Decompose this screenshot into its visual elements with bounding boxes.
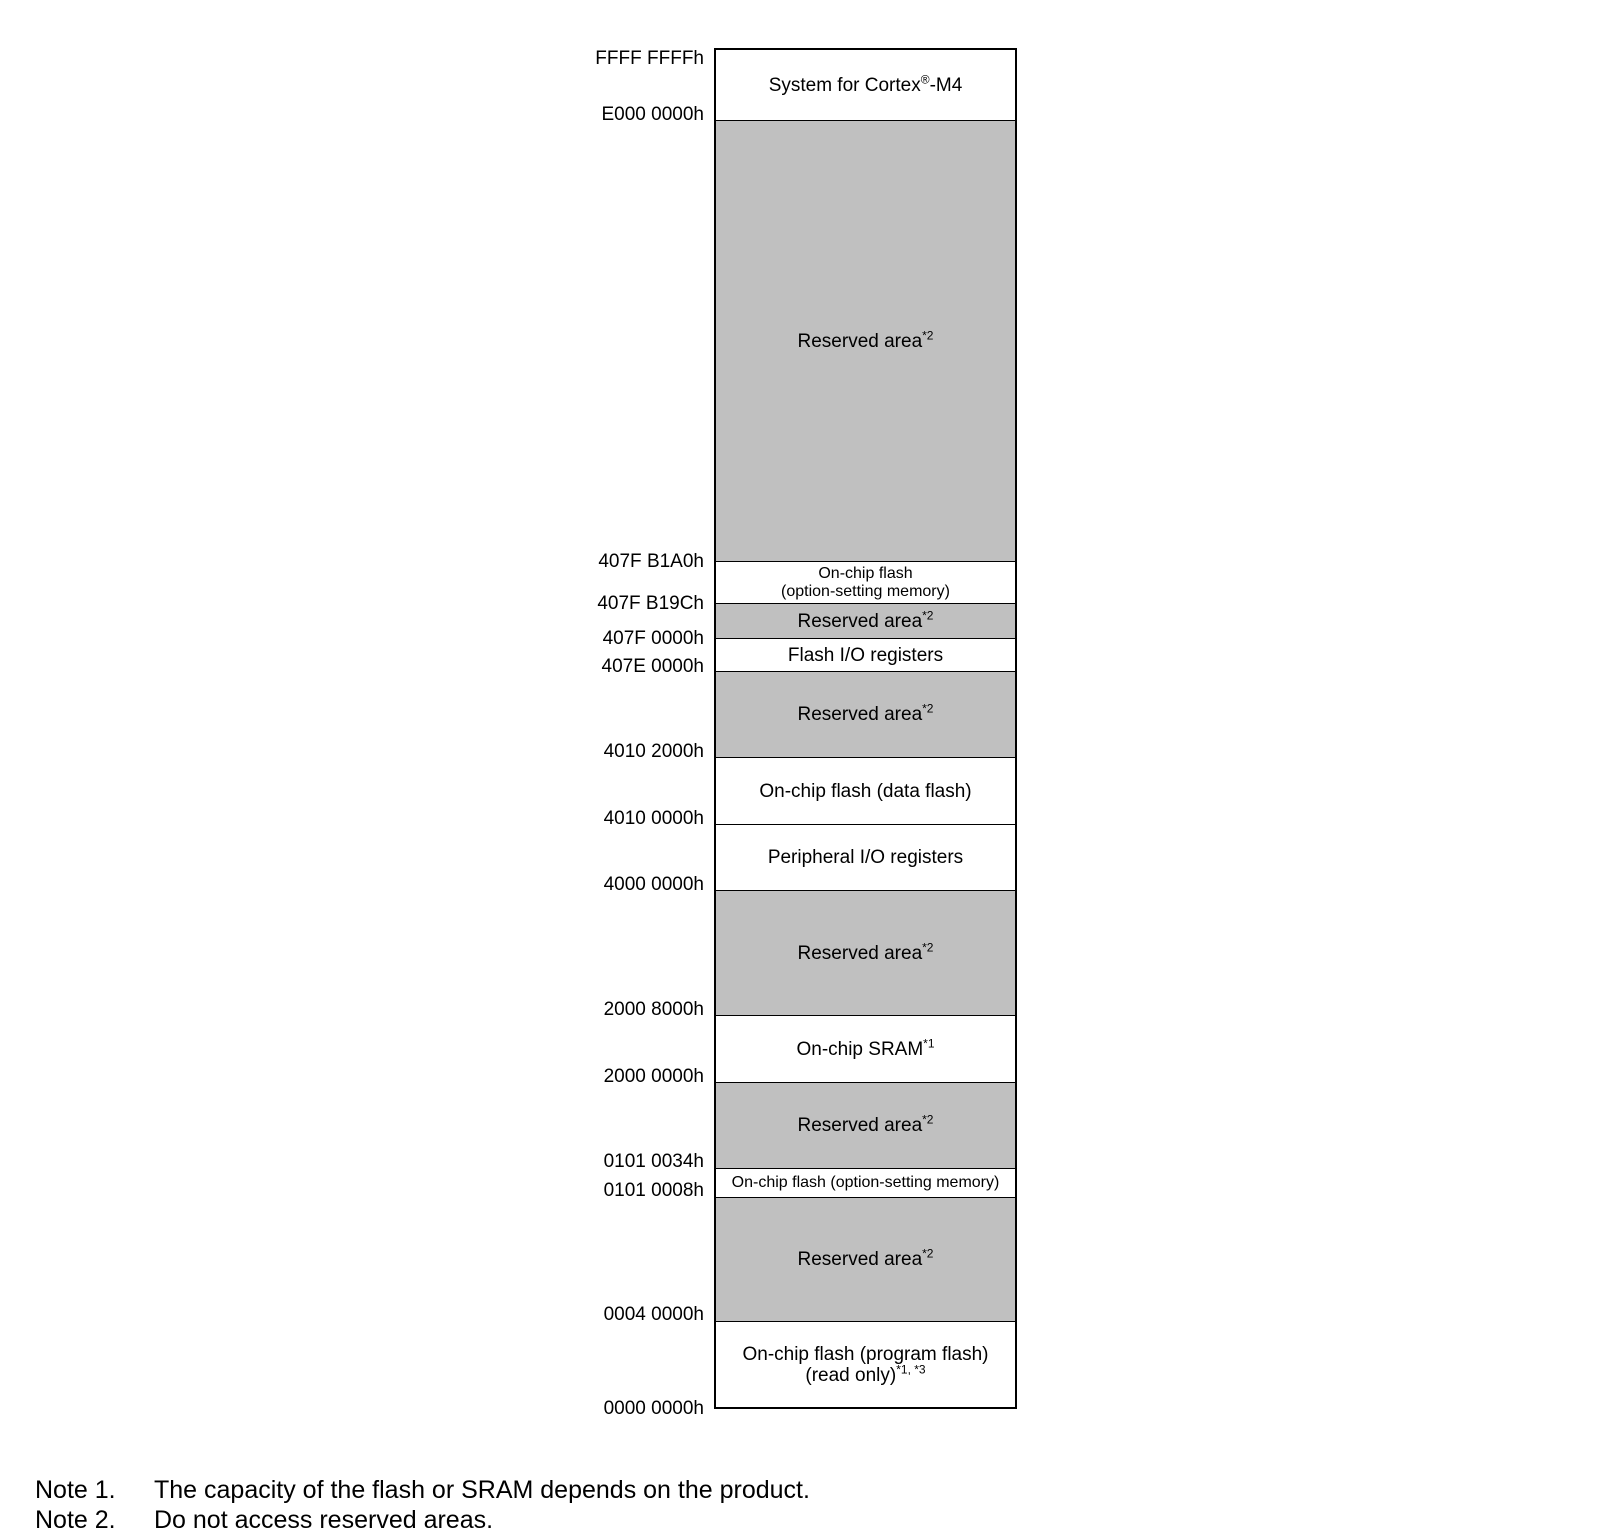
region-onchip-sram: [716, 1015, 1015, 1082]
region-label: On-chip flash (program flash) (read only)$^{*1, *3}$: [742, 1343, 989, 1386]
region-reserved-area: [716, 1082, 1015, 1168]
address-label: 4000 0000h: [603, 874, 704, 895]
region-option-setting-memory: [716, 1168, 1015, 1197]
memory-map: [714, 48, 1017, 1409]
address-label: E000 0000h: [601, 104, 704, 125]
region-reserved-area: [716, 603, 1015, 638]
address-label: FFFF FFFFh: [595, 48, 704, 69]
note-text: The capacity of the flash or SRAM depends on the product.: [154, 1476, 810, 1504]
region-label: On-chip flash (data flash): [759, 780, 972, 802]
address-label: 0004 0000h: [603, 1304, 704, 1325]
region-system-cortex-m4: [716, 50, 1015, 120]
region-label: Reserved area$^{*2}$: [797, 608, 934, 632]
region-label: Reserved area$^{*2}$: [797, 328, 934, 352]
region-label: Flash I/O registers: [787, 644, 944, 666]
address-label: 2000 0000h: [603, 1066, 704, 1087]
region-label: On-chip SRAM$^{*1}$: [796, 1036, 935, 1060]
region-label: Peripheral I/O registers: [767, 847, 964, 868]
region-reserved-area: [716, 120, 1015, 561]
address-label: 4010 0000h: [603, 808, 704, 829]
address-label: 407F 0000h: [602, 628, 704, 649]
note-number: Note 2.: [35, 1506, 116, 1534]
region-label: System for Cortex®-M4: [768, 72, 963, 96]
region-label: On-chip flash (option-setting memory): [731, 1174, 1000, 1191]
note-2: [35, 1505, 493, 1535]
region-reserved-area: [716, 890, 1015, 1015]
address-label: 407F B1A0h: [598, 551, 704, 572]
note-number: Note 1.: [35, 1476, 116, 1504]
address-label: 0101 0034h: [603, 1151, 704, 1172]
region-reserved-area: [716, 671, 1015, 757]
address-label: 2000 8000h: [603, 999, 704, 1020]
region-flash-io-registers: [716, 638, 1015, 671]
address-label: 4010 2000h: [603, 741, 704, 762]
address-label: 407E 0000h: [601, 656, 704, 677]
region-data-flash: [716, 757, 1015, 824]
address-label: 0101 0008h: [603, 1180, 704, 1201]
address-label: 0000 0000h: [603, 1398, 704, 1419]
region-program-flash: [716, 1321, 1015, 1407]
region-reserved-area: [716, 1197, 1015, 1321]
note-text: Do not access reserved areas.: [154, 1506, 494, 1534]
note-1: [35, 1475, 810, 1505]
region-label: Reserved area$^{*2}$: [797, 1112, 934, 1136]
address-label: 407F B19Ch: [597, 593, 704, 614]
region-label: On-chip flash (option-setting memory): [781, 564, 950, 600]
region-label: Reserved area$^{*2}$: [797, 1246, 934, 1270]
region-option-setting-memory: [716, 561, 1015, 603]
region-label: Reserved area$^{*2}$: [797, 940, 934, 964]
region-peripheral-io-registers: [716, 824, 1015, 890]
region-label: Reserved area$^{*2}$: [797, 701, 934, 725]
